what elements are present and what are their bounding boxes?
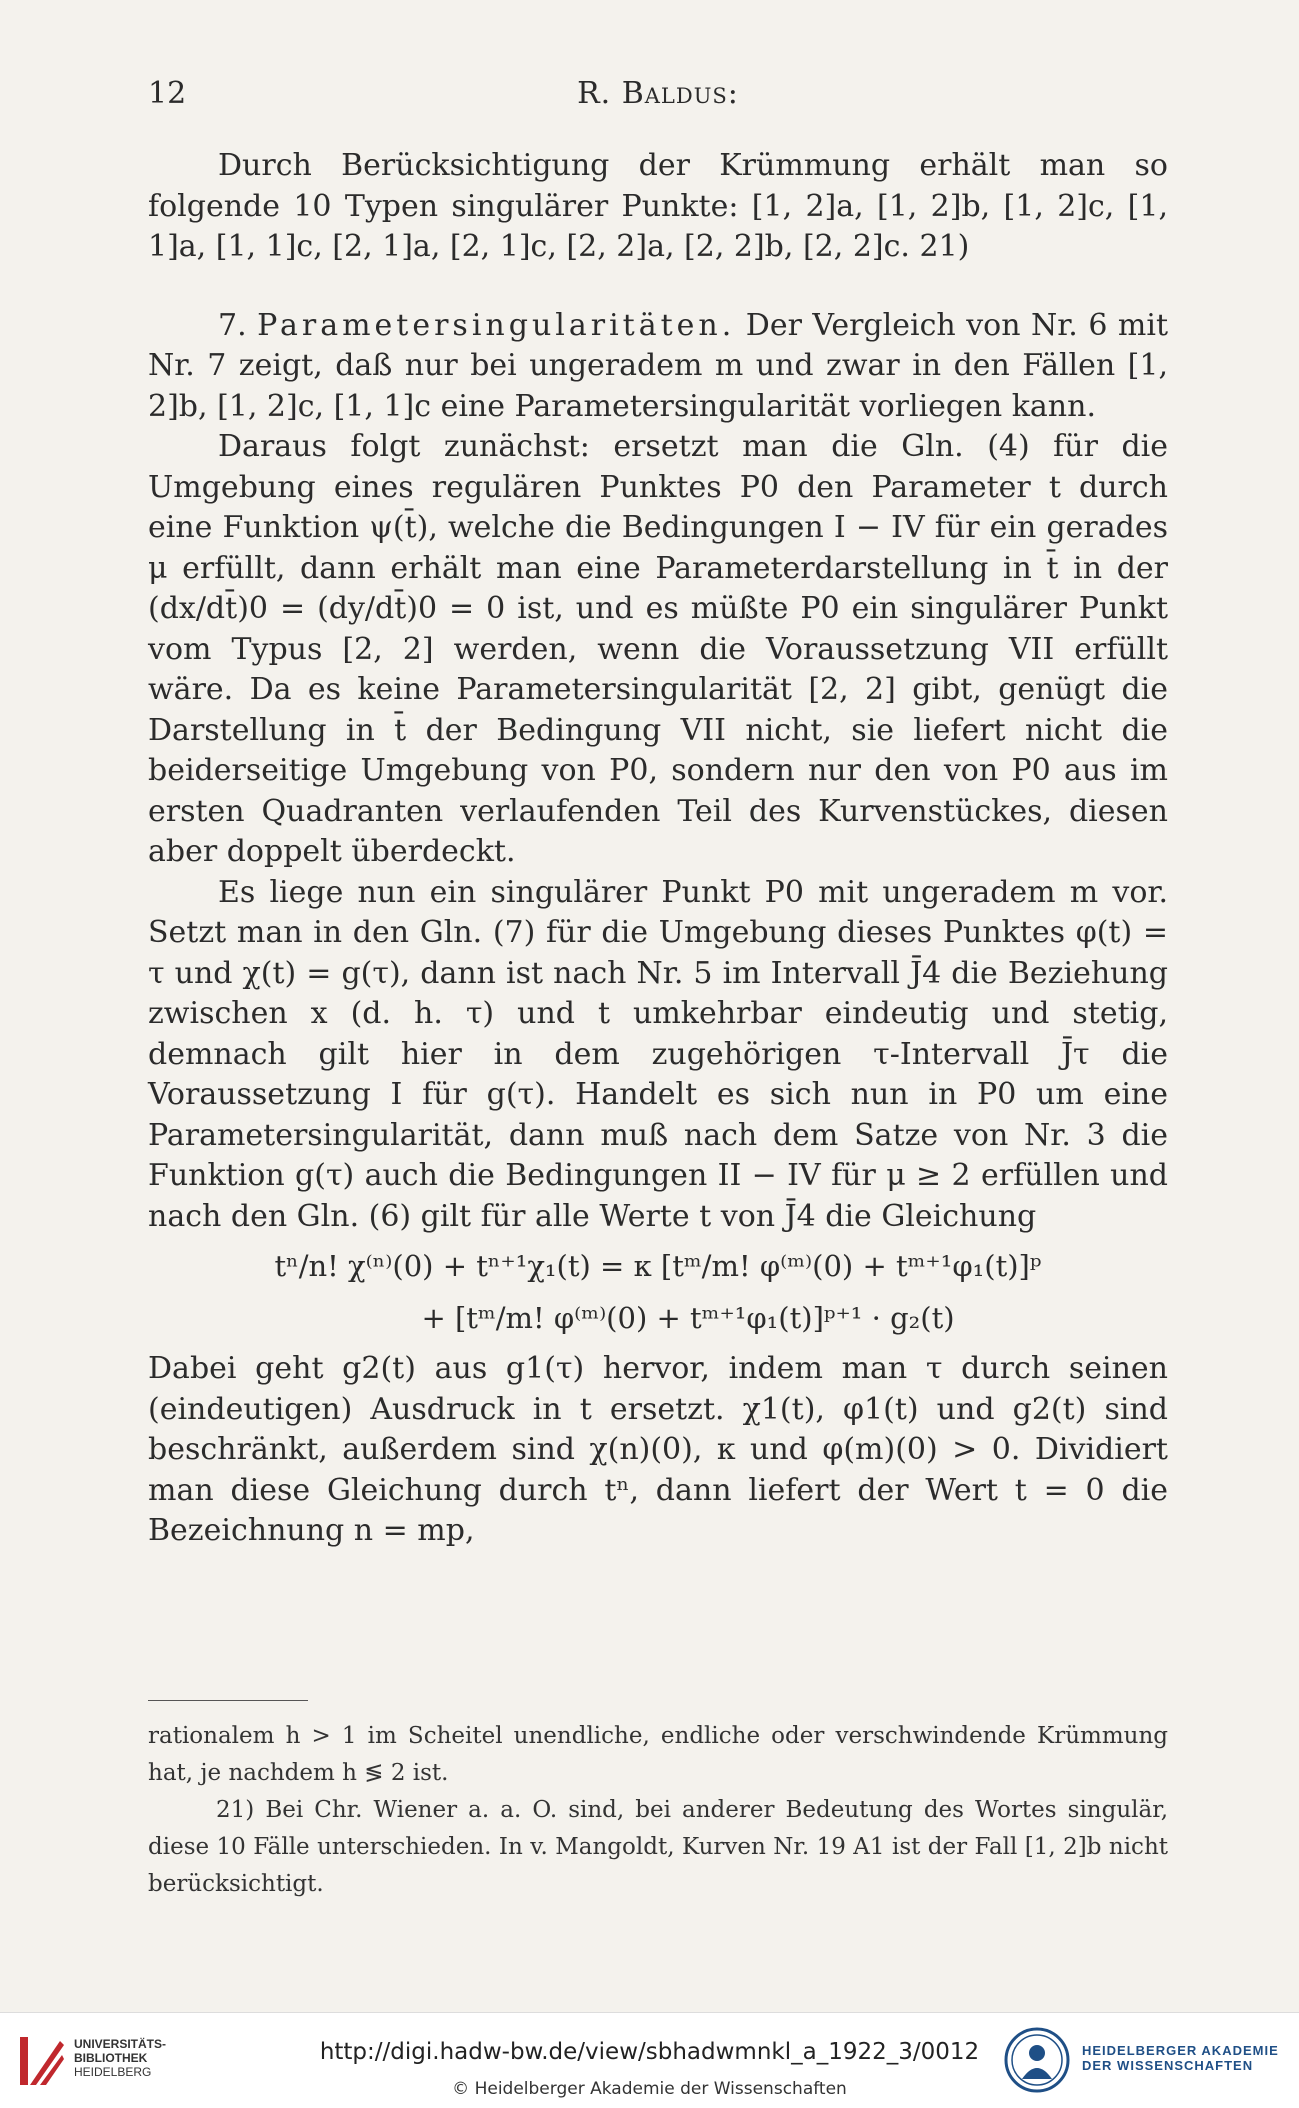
library-name: UNIVERSITÄTS- BIBLIOTHEK HEIDELBERG <box>74 2037 167 2079</box>
footnotes <box>148 1718 1168 1903</box>
academy-seal-icon <box>1004 2027 1070 2093</box>
footnote-marker: 21) <box>216 1797 255 1823</box>
footnote-21 <box>148 1792 1168 1903</box>
running-head: R. Baldus: <box>577 76 739 111</box>
page-header <box>148 76 1168 116</box>
equation-line-1: tⁿ/n! χ⁽ⁿ⁾(0) + tⁿ⁺¹χ₁(t) = κ [tᵐ/m! φ⁽ᵐ⁾(0) + tᵐ⁺¹φ₁(t)]ᵖ <box>274 1249 1042 1283</box>
section-7 <box>148 306 1168 428</box>
footnote-21-text: Bei Chr. Wiener a. a. O. sind, bei anderer Bedeutung des Wortes singulär, diese 10 Fälle unterschieden. In v. Mangoldt, Kurven Nr. 19 A1 ist der Fall [1, 2]b nicht berücksichtigt. <box>148 1797 1169 1897</box>
section-number: 7. <box>218 307 247 343</box>
viewer-footer <box>0 2012 1299 2108</box>
page-number: 12 <box>148 76 187 111</box>
body-text <box>148 146 1168 1552</box>
permalink-url[interactable]: http://digi.hadw-bw.de/view/sbhadwmnkl_a_1922_3/0012 <box>319 2039 980 2065</box>
paragraph-odd-m: Es liege nun ein singulärer Punkt P0 mit ungeradem m vor. Setzt man in den Gln. (7) für die Umgebung dieses Punktes φ(t) = τ und χ(t) = g(τ), dann ist nach Nr. 5 im Intervall J̄4 die Beziehung zwischen x (d. h. τ) und t umkehrbar eindeutig und stetig, demnach gilt hier in dem zugehörigen τ-Intervall J̄τ die Voraussetzung I für g(τ). Handelt es sich nun in P0 um eine Parametersingularität, dann muß nach dem Satze von Nr. 3 die Funktion g(τ) auch die Bedingungen II − IV für μ ≥ 2 erfüllen und nach den Gln. (6) gilt für alle Werte t von J̄4 die Gleichung <box>148 874 1168 1234</box>
copyright-notice: © Heidelberger Akademie der Wissenschaften <box>452 2079 847 2099</box>
paragraph-parameter-function: Daraus folgt zunächst: ersetzt man die Gln. (4) für die Umgebung eines regulären Punktes P0 den Parameter t durch eine Funktion ψ(t̄), welche die Bedingungen I − IV für ein gerades μ erfüllt, dann erhält man eine Parameterdarstellung in t̄ in der (dx/dt̄)0 = (dy/dt̄)0 = 0 ist, und es müßte P0 ein singulärer Punkt vom Typus [2, 2] werden, wenn die Voraussetzung VII erfüllt wäre. Da es keine Parametersingularität [2, 2] gibt, genügt die Darstellung in t̄ der Bedingung VII nicht, sie liefert nicht die beiderseitige Umgebung von P0, sondern nur den von P0 aus im ersten Quadranten verlaufenden Teil des Kurvenstückes, diesen aber doppelt überdeckt. <box>148 429 1168 869</box>
section-title: Parametersingularitäten. <box>257 307 736 343</box>
paragraph-singular-types: Durch Berücksichtigung der Krümmung erhält man so folgende 10 Typen singulärer Punkte: [1, 2]a, [1, 2]b, [1, 2]c, [1, 1]a, [1, 1]c, [2, 1]a, [2, 1]c, [2, 2]a, [2, 2]b, [2, 2]c. 21) <box>148 148 1168 264</box>
footnote-continued: rationalem h > 1 im Scheitel unendliche, endliche oder verschwindende Krümmung hat, je nachdem h ≶ 2 ist. <box>148 1723 1168 1786</box>
academy-name: HEIDELBERGER AKADEMIE DER WISSENSCHAFTEN <box>1082 2043 1279 2073</box>
equation-line-2: + [tᵐ/m! φ⁽ᵐ⁾(0) + tᵐ⁺¹φ₁(t)]ᵖ⁺¹ · g₂(t) <box>421 1301 955 1335</box>
section-text: Der Vergleich von Nr. 6 mit Nr. 7 zeigt, daß nur bei ungeradem m und zwar in den Fällen [1, 2]b, [1, 2]c, [1, 1]c eine Parametersingularität vorliegen kann. <box>148 307 1169 424</box>
footnote-divider <box>148 1700 308 1701</box>
paragraph-g2: Dabei geht g2(t) aus g1(τ) hervor, indem man τ durch seinen (eindeutigen) Ausdruck in t ersetzt. χ1(t), φ1(t) und g2(t) sind beschränkt, außerdem sind χ(n)(0), κ und φ(m)(0) > 0. Dividiert man diese Gleichung durch tⁿ, dann liefert der Wert t = 0 die Bezeichnung n = mp, <box>148 1351 1168 1548</box>
